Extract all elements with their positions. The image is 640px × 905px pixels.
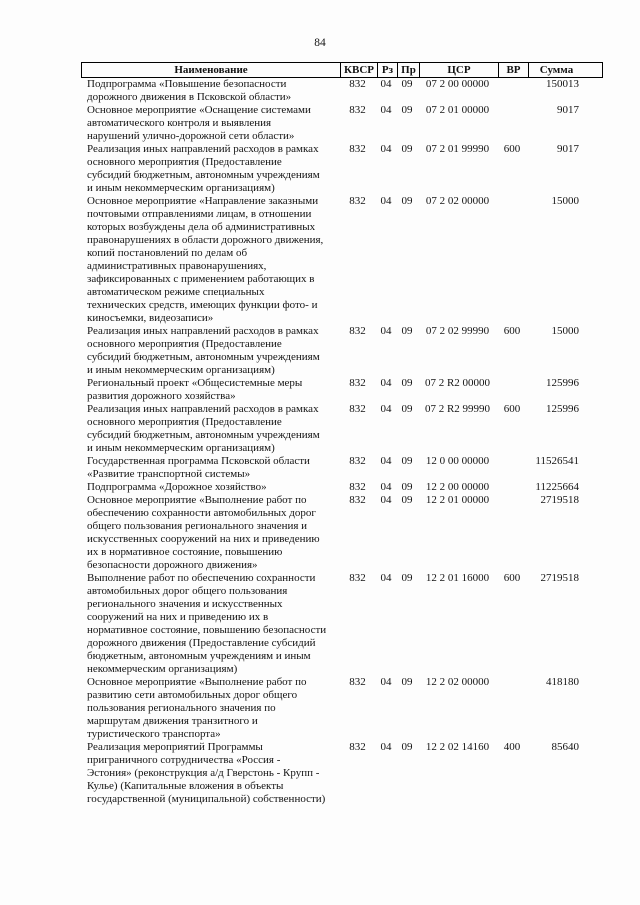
row-sum: 150013 <box>546 78 579 90</box>
row-name-line: и иным некоммерческим организациям) <box>87 182 275 194</box>
row-kvsr: 832 <box>349 143 366 155</box>
row-name <box>81 741 339 806</box>
row-pr: 09 <box>401 481 413 493</box>
row-kvsr: 832 <box>349 403 366 415</box>
row-rz: 04 <box>380 676 392 688</box>
row-name-line: и иным некоммерческим организациям) <box>87 364 275 376</box>
row-name-line: пользования регионального значения по <box>87 702 276 714</box>
row-kvsr: 832 <box>349 104 366 116</box>
row-rz: 04 <box>380 494 392 506</box>
table-row <box>81 481 603 494</box>
row-kvsr: 832 <box>349 494 366 506</box>
row-rz: 04 <box>380 143 392 155</box>
row-name-line: Подпрограмма «Повышение безопасности <box>87 78 287 90</box>
row-name-line: Основное мероприятие «Выполнение работ по <box>87 676 307 688</box>
row-name-line: Реализация иных направлений расходов в рамках <box>87 325 319 337</box>
row-name-line: субсидий бюджетным, автономным учреждениям <box>87 169 320 181</box>
row-kvsr: 832 <box>349 195 366 207</box>
row-name-line: автомобильных дорог общего пользования <box>87 585 288 597</box>
page-number: 84 <box>314 37 326 49</box>
row-csr: 12 2 02 14160 <box>425 741 490 753</box>
row-name-line: приграничного сотрудничества «Россия - <box>87 754 281 766</box>
row-csr: 07 2 R2 00000 <box>424 377 491 389</box>
row-pr: 09 <box>401 325 413 337</box>
header-pr: Пр <box>397 63 419 77</box>
row-csr: 12 2 01 16000 <box>425 572 490 584</box>
row-name <box>81 403 339 455</box>
row-name-line: маршрутам движения транзитного и <box>87 715 258 727</box>
row-csr: 07 2 R2 99990 <box>424 403 491 415</box>
row-name <box>81 676 339 741</box>
row-sum: 11526541 <box>535 455 579 467</box>
table-row <box>81 676 603 741</box>
row-name-line: Основное мероприятие «Выполнение работ по <box>87 494 307 506</box>
row-rz: 04 <box>380 481 392 493</box>
row-vr <box>497 104 527 143</box>
row-name-line: некоммерческим организациям) <box>87 663 238 675</box>
budget-table <box>81 62 603 806</box>
row-name <box>81 455 339 481</box>
row-kvsr: 832 <box>349 455 366 467</box>
row-name <box>81 494 339 572</box>
row-name-line: развития дорожного хозяйства» <box>87 390 236 402</box>
row-name <box>81 195 339 325</box>
row-name-line: общего пользования регионального значения и <box>87 520 308 532</box>
row-sum: 15000 <box>551 195 579 207</box>
row-name-line: Реализация иных направлений расходов в рамках <box>87 403 319 415</box>
row-rz: 04 <box>380 377 392 389</box>
table-row <box>81 78 603 104</box>
row-csr: 12 0 00 00000 <box>425 455 490 467</box>
row-name-line: зафиксированных с применением работающих в <box>87 273 315 285</box>
row-name-line: Основное мероприятие «Оснащение системами <box>87 104 311 116</box>
row-name-line: государственной (муниципальной) собственности) <box>87 793 326 805</box>
row-vr <box>497 676 527 741</box>
header-sum: Сумма <box>528 63 584 77</box>
row-name-line: Основное мероприятие «Направление заказными <box>87 195 319 207</box>
row-name-line: автоматическом режиме специальных <box>87 286 265 298</box>
row-vr: 600 <box>503 403 521 415</box>
row-vr <box>497 195 527 325</box>
row-vr <box>497 481 527 494</box>
row-rz: 04 <box>380 104 392 116</box>
table-row <box>81 104 603 143</box>
row-name <box>81 104 339 143</box>
row-name-line: основного мероприятия (Предоставление <box>87 156 282 168</box>
row-name-line: правонарушениях в области дорожного движения, <box>87 234 324 246</box>
table-row <box>81 741 603 806</box>
header-vr: ВР <box>498 63 528 77</box>
row-name-line: нормативное состояние, повышению безопасности <box>87 624 327 636</box>
row-kvsr: 832 <box>349 78 366 90</box>
row-name-line: технических средств, имеющих функции фото- и <box>87 299 318 311</box>
row-kvsr: 832 <box>349 325 366 337</box>
row-pr: 09 <box>401 78 413 90</box>
row-name <box>81 78 339 104</box>
row-name-line: Кулье) (Капитальные вложения в объекты <box>87 780 284 792</box>
row-pr: 09 <box>401 741 413 753</box>
row-pr: 09 <box>401 572 413 584</box>
row-name-line: субсидий бюджетным, автономным учреждениям <box>87 351 320 363</box>
row-sum: 9017 <box>557 143 579 155</box>
row-csr: 07 2 02 00000 <box>425 195 490 207</box>
row-name-line: сооружений на них и приведению их в <box>87 611 269 623</box>
row-vr <box>497 455 527 481</box>
row-csr: 12 2 02 00000 <box>425 676 490 688</box>
row-sum: 125996 <box>546 377 579 389</box>
row-name-line: их в нормативное состояние, повышению <box>87 546 283 558</box>
row-name <box>81 572 339 676</box>
row-name-line: нарушений улично-дорожной сети области» <box>87 130 295 142</box>
row-name-line: автоматического контроля и выявления <box>87 117 272 129</box>
table-row <box>81 403 603 455</box>
row-pr: 09 <box>401 494 413 506</box>
row-name-line: Государственная программа Псковской области <box>87 455 310 467</box>
row-name-line: Подпрограмма «Дорожное хозяйство» <box>87 481 267 493</box>
row-name-line: основного мероприятия (Предоставление <box>87 338 282 350</box>
row-vr <box>497 78 527 104</box>
row-name-line: которых возбуждены дела об административных <box>87 221 316 233</box>
row-pr: 09 <box>401 143 413 155</box>
row-pr: 09 <box>401 403 413 415</box>
row-name-line: дорожного движения (Предоставление субсидий <box>87 637 316 649</box>
row-sum: 9017 <box>557 104 579 116</box>
row-vr <box>497 377 527 403</box>
header-rz: Рз <box>377 63 397 77</box>
row-sum: 2719518 <box>540 572 579 584</box>
row-vr: 600 <box>503 572 521 584</box>
row-name-line: основного мероприятия (Предоставление <box>87 416 282 428</box>
row-csr: 07 2 00 00000 <box>425 78 490 90</box>
row-kvsr: 832 <box>349 481 366 493</box>
row-name-line: Региональный проект «Общесистемные меры <box>87 377 303 389</box>
header-csr: ЦСР <box>419 63 498 77</box>
row-name-line: субсидий бюджетным, автономным учреждениям <box>87 429 320 441</box>
row-name <box>81 143 339 195</box>
row-name <box>81 377 339 403</box>
table-row <box>81 195 603 325</box>
row-sum: 2719518 <box>540 494 579 506</box>
row-name-line: и иным некоммерческим организациям) <box>87 442 275 454</box>
row-sum: 125996 <box>546 403 579 415</box>
row-name-line: копий постановлений по делам об <box>87 247 248 259</box>
row-pr: 09 <box>401 104 413 116</box>
table-row <box>81 455 603 481</box>
row-name-line: обеспечению сохранности автомобильных дорог <box>87 507 316 519</box>
row-name-line: Реализация иных направлений расходов в рамках <box>87 143 319 155</box>
table-row <box>81 494 603 572</box>
row-name-line: административных правонарушениях, <box>87 260 267 272</box>
header-name: Наименование <box>174 64 248 76</box>
row-name-line: Эстония» (реконструкция а/д Гверстонь - Крупп - <box>87 767 320 779</box>
row-sum: 85640 <box>551 741 579 753</box>
row-name-line: Выполнение работ по обеспечению сохранности <box>87 572 316 584</box>
row-rz: 04 <box>380 78 392 90</box>
row-csr: 07 2 02 99990 <box>425 325 490 337</box>
row-vr: 600 <box>503 143 521 155</box>
table-row <box>81 572 603 676</box>
row-name <box>81 325 339 377</box>
row-csr: 07 2 01 00000 <box>425 104 490 116</box>
row-vr: 400 <box>503 741 521 753</box>
row-name-line: бюджетным, автономным учреждениям и иным <box>87 650 311 662</box>
row-pr: 09 <box>401 195 413 207</box>
row-name-line: развитию сети автомобильных дорог общего <box>87 689 298 701</box>
row-kvsr: 832 <box>349 676 366 688</box>
row-name-line: искусственных сооружений на них и приведению <box>87 533 320 545</box>
header-kvsr: КВСР <box>340 63 377 77</box>
row-name-line: регионального значения и искусственных <box>87 598 283 610</box>
row-rz: 04 <box>380 195 392 207</box>
row-vr <box>497 494 527 572</box>
table-body <box>81 78 603 806</box>
row-rz: 04 <box>380 403 392 415</box>
row-pr: 09 <box>401 455 413 467</box>
row-rz: 04 <box>380 741 392 753</box>
row-sum: 418180 <box>546 676 579 688</box>
row-pr: 09 <box>401 676 413 688</box>
row-name-line: киносъемки, видеозаписи» <box>87 312 214 324</box>
row-csr: 12 2 00 00000 <box>425 481 490 493</box>
row-rz: 04 <box>380 325 392 337</box>
row-csr: 12 2 01 00000 <box>425 494 490 506</box>
row-name-line: туристического транспорта» <box>87 728 221 740</box>
table-header <box>81 62 603 78</box>
row-sum: 15000 <box>551 325 579 337</box>
row-name-line: почтовыми отправлениями лицам, в отношении <box>87 208 312 220</box>
row-rz: 04 <box>380 455 392 467</box>
row-pr: 09 <box>401 377 413 389</box>
row-kvsr: 832 <box>349 377 366 389</box>
row-vr: 600 <box>503 325 521 337</box>
table-row <box>81 143 603 195</box>
row-kvsr: 832 <box>349 572 366 584</box>
row-rz: 04 <box>380 572 392 584</box>
row-name-line: «Развитие транспортной системы» <box>87 468 251 480</box>
table-row <box>81 377 603 403</box>
table-row <box>81 325 603 377</box>
row-name-line: безопасности дорожного движения» <box>87 559 258 571</box>
row-name <box>81 481 339 494</box>
row-name-line: Реализация мероприятий Программы <box>87 741 263 753</box>
row-csr: 07 2 01 99990 <box>425 143 490 155</box>
row-sum: 11225664 <box>535 481 579 493</box>
row-name-line: дорожного движения в Псковской области» <box>87 91 292 103</box>
row-kvsr: 832 <box>349 741 366 753</box>
